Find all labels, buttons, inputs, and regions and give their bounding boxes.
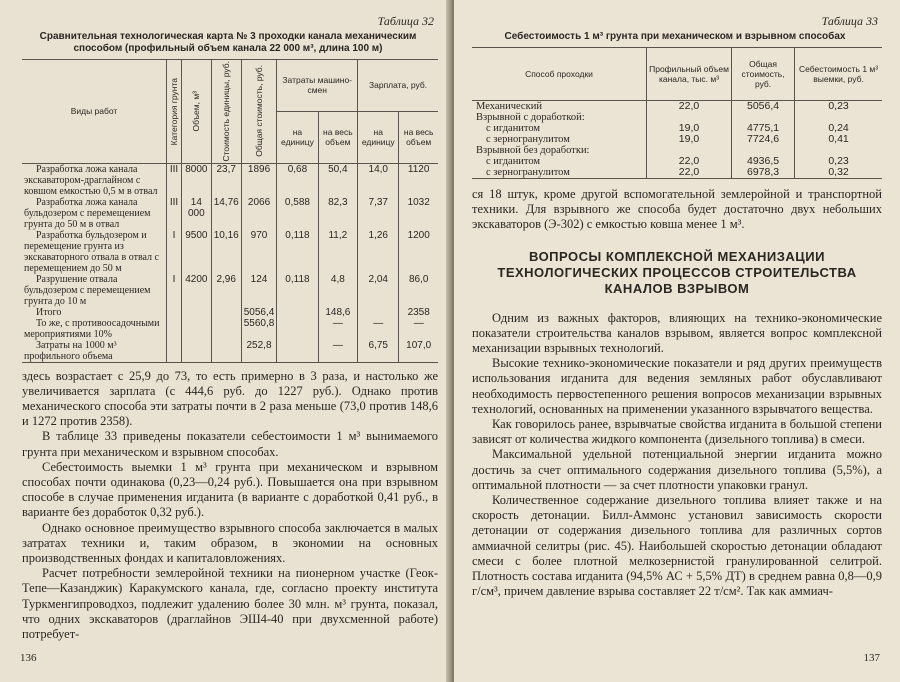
cell-m-vol: 11,2 bbox=[318, 230, 358, 274]
cell-vol: 22,0 bbox=[647, 156, 732, 167]
table-row bbox=[22, 197, 438, 230]
cell-total: 252,8 bbox=[241, 340, 277, 363]
cell-method: с зерногранулитом bbox=[472, 167, 647, 179]
cell-unit bbox=[211, 318, 241, 340]
paragraph: Как говорилось ранее, взрывчатые свойства игданита в большой степени зависят от количества жидкого компонента (дизельного топлива) в смеси. bbox=[472, 417, 882, 447]
header-work: Виды работ bbox=[22, 60, 167, 164]
paragraph: Количественное содержание дизельного топлива влияет также и на скорость детонации. Билл-Аммонс установил зависимость скорости детонации от содержания дизельного топлива для различных сортов аммиачной селитры (рис. 45). Наибольшей скоростью детонации обладают смеси с более плотной мелкозернистой гранулированной селитрой. Плотность состава игданита (94,5% АС + 5,5% ДТ) в среднем равна 0,8—0,9 г/см³, причем давление взрыва составляет 22 т/см². Так как аммиач- bbox=[472, 493, 882, 599]
header-total: Общая стоимость, руб. bbox=[732, 48, 795, 101]
cell-m-unit bbox=[277, 340, 318, 363]
cell-total: 2066 bbox=[241, 197, 277, 230]
right-page bbox=[454, 0, 900, 682]
header-unit: Себестоимость 1 м³ выемки, руб. bbox=[795, 48, 882, 101]
cell-total: 4775,1 bbox=[732, 123, 795, 134]
cell-s-unit: 2,04 bbox=[358, 274, 399, 307]
paragraph: Одним из важных факторов, влияющих на технико-экономические показатели строительства каналов взрывом, является вопрос комплексной механизации взрывных технологий. bbox=[472, 310, 882, 356]
cell-vol: 19,0 bbox=[647, 123, 732, 134]
table-row bbox=[22, 318, 438, 340]
cell-cat: III bbox=[167, 163, 182, 197]
cell-work: То же, с противоосадочными мероприятиями 10% bbox=[22, 318, 167, 340]
table-row bbox=[472, 112, 882, 123]
cell-unit: 0,23 bbox=[795, 101, 882, 113]
table-row bbox=[22, 230, 438, 274]
cell-total: 124 bbox=[241, 274, 277, 307]
paragraph: здесь возрастает с 25,9 до 73, то есть примерно в 3 раза, и настолько же увеличивается зарплата (с 444,6 руб. до 1227 руб.). Однако против механического способа эти затраты почти в 2 раза меньше (73,0 против 148,6 и 1272 против 2358). bbox=[22, 368, 438, 429]
table-row bbox=[472, 101, 882, 113]
cell-s-unit: 14,0 bbox=[358, 163, 399, 197]
cell-m-unit: 0,588 bbox=[277, 197, 318, 230]
paragraph: Максимальной удельной потенциальной энергии игданита можно достичь за счет оптимального содержания дизельного топлива (5,5%), а оптимальной плотности — за счет плотности упаковки гранул. bbox=[472, 447, 882, 492]
cell-method: Взрывной с доработкой: bbox=[472, 112, 647, 123]
cell-s-vol: 107,0 bbox=[399, 340, 438, 363]
paragraph: Себестоимость выемки 1 м³ грунта при механическом и взрывном способах почти одинакова (0,23—0,24 руб.). Повышается она при взрывном способе в случае применения игданита (в варианте с доработкой 0,41 руб., в варианте без доработок 0,32 руб.). bbox=[22, 459, 438, 520]
cell-total: 6978,3 bbox=[732, 167, 795, 179]
paragraph: Однако основное преимущество взрывного способа заключается в малых затратах техники и, таким образом, в экономии на основных производственных фондах и капиталовложениях. bbox=[22, 520, 438, 565]
header-volume: Профильный объем канала, тыс. м³ bbox=[647, 48, 732, 101]
cell-total: 5560,8 bbox=[241, 318, 277, 340]
table-33-title: Себестоимость 1 м³ грунта при механическом и взрывном способах bbox=[504, 31, 846, 42]
cell-m-unit bbox=[277, 307, 318, 318]
table-row bbox=[472, 134, 882, 145]
right-text bbox=[472, 311, 882, 600]
paragraph: Расчет потребности землеройной техники на пионерном участке (Геок-Тепе—Казанджик) Каракумского канала, где, согласно проекту института Туркменгипроводхоз, подлежит удалению более 30 млн. м³ грунта, показал, что одних экскаваторов (драглайнов ЭШ4-40 при двухсменной работе) потребует- bbox=[22, 566, 438, 641]
cell-work: Затраты на 1000 м³ профильного объема bbox=[22, 340, 167, 363]
cell-total: 4936,5 bbox=[732, 156, 795, 167]
section-heading: ВОПРОСЫ КОМПЛЕКСНОЙ МЕХАНИЗАЦИИ ТЕХНОЛОГИЧЕСКИХ ПРОЦЕССОВ СТРОИТЕЛЬСТВА КАНАЛОВ ВЗРЫВОМ bbox=[497, 248, 857, 296]
cell-s-vol: 1032 bbox=[399, 197, 438, 230]
table-row bbox=[472, 167, 882, 179]
header-per-volume: на весь объем bbox=[399, 111, 438, 163]
header-unit-cost: Стоимость единицы, руб. bbox=[221, 61, 232, 162]
header-total-cost: Общая стоимость, руб. bbox=[254, 65, 265, 158]
cell-method: Механический bbox=[472, 101, 647, 113]
cell-vol bbox=[182, 307, 212, 318]
header-category: Категория грунта bbox=[169, 77, 179, 145]
cell-method: Взрывной без доработки: bbox=[472, 145, 647, 156]
cell-vol bbox=[182, 340, 212, 363]
header-per-unit: на единицу bbox=[277, 111, 318, 163]
cell-unit: 0,41 bbox=[795, 134, 882, 145]
cell-cat bbox=[167, 307, 182, 318]
header-salary: Зарплата, руб. bbox=[358, 60, 438, 112]
cell-cat: I bbox=[167, 274, 182, 307]
table-32-title: Сравнительная технологическая карта № 3 проходки канала механическим способом (профильный объем канала 22 000 м³, длина 100 м) bbox=[39, 31, 417, 54]
cell-total: 5056,4 bbox=[241, 307, 277, 318]
cell-unit: 23,7 bbox=[211, 163, 241, 197]
cell-method: с игданитом bbox=[472, 123, 647, 134]
cell-vol: 4200 bbox=[182, 274, 212, 307]
cell-m-vol: 148,6 bbox=[318, 307, 358, 318]
cell-total: 7724,6 bbox=[732, 134, 795, 145]
table-row bbox=[472, 156, 882, 167]
left-text bbox=[22, 369, 438, 643]
cell-cat: III bbox=[167, 197, 182, 230]
header-machine-shifts: Затраты машино-смен bbox=[277, 60, 358, 112]
cell-work: Разработка ложа канала бульдозером с перемещением грунта до 50 м в отвал bbox=[22, 197, 167, 230]
table-33 bbox=[472, 47, 882, 179]
paragraph: Высокие технико-экономические показатели и ряд других преимуществ использования игданита для ведения земляных работ обуславливают необходимость первостепенного решения вопросов механизации взрывных технологий, основанных на применении указанного взрывчатого вещества. bbox=[472, 356, 882, 416]
table-row bbox=[22, 340, 438, 363]
cell-m-unit: 0,118 bbox=[277, 230, 318, 274]
cell-unit bbox=[211, 307, 241, 318]
table-32-number: Таблица 32 bbox=[377, 14, 434, 28]
cell-vol: 8000 bbox=[182, 163, 212, 197]
cell-s-vol: 1120 bbox=[399, 163, 438, 197]
cell-total: 5056,4 bbox=[732, 101, 795, 113]
table-32 bbox=[22, 59, 438, 363]
cell-s-unit: 6,75 bbox=[358, 340, 399, 363]
cell-unit bbox=[211, 340, 241, 363]
cell-method: с зерногранулитом bbox=[472, 134, 647, 145]
cell-vol: 9500 bbox=[182, 230, 212, 274]
cell-s-vol: — bbox=[399, 318, 438, 340]
cell-work: Разработка бульдозером и перемещение грунта из экскаваторного отвала в отвал с перемещением до 50 м bbox=[22, 230, 167, 274]
table-row bbox=[22, 163, 438, 197]
table-row bbox=[472, 145, 882, 156]
paragraph: В таблице 33 приведены показатели себестоимости 1 м³ вынимаемого грунта при механическом и взрывном способах. bbox=[22, 429, 438, 459]
cell-unit: 2,96 bbox=[211, 274, 241, 307]
continuation-text: ся 18 штук, кроме другой вспомогательной землеройной и транспортной техники. Для взрывного же способа будет достаточно двух небольших экскаваторов (Э-302) с емкостью ковша менее 1 м³. bbox=[472, 187, 882, 232]
cell-m-unit: 0,68 bbox=[277, 163, 318, 197]
cell-vol: 19,0 bbox=[647, 134, 732, 145]
cell-vol: 22,0 bbox=[647, 167, 732, 179]
cell-s-unit: 7,37 bbox=[358, 197, 399, 230]
cell-work: Разработка ложа канала экскаватором-драглайном с ковшом емкостью 0,5 м в отвал bbox=[22, 163, 167, 197]
cell-total: 970 bbox=[241, 230, 277, 274]
cell-m-vol: — bbox=[318, 318, 358, 340]
cell-work: Итого bbox=[22, 307, 167, 318]
cell-vol: 14 000 bbox=[182, 197, 212, 230]
table-row bbox=[472, 123, 882, 134]
cell-s-unit: — bbox=[358, 318, 399, 340]
cell-m-unit: 0,118 bbox=[277, 274, 318, 307]
cell-work: Разрушение отвала бульдозером с перемещением грунта до 10 м bbox=[22, 274, 167, 307]
header-per-volume: на весь объем bbox=[318, 111, 358, 163]
cell-vol bbox=[182, 318, 212, 340]
page-number: 137 bbox=[863, 652, 880, 664]
cell-unit: 0,32 bbox=[795, 167, 882, 179]
cell-s-vol: 1200 bbox=[399, 230, 438, 274]
header-per-unit: на единицу bbox=[358, 111, 399, 163]
cell-m-vol: 4,8 bbox=[318, 274, 358, 307]
table-32-body bbox=[22, 163, 438, 362]
cell-unit: 10,16 bbox=[211, 230, 241, 274]
cell-m-vol: — bbox=[318, 340, 358, 363]
cell-vol: 22,0 bbox=[647, 101, 732, 113]
cell-s-unit: 1,26 bbox=[358, 230, 399, 274]
cell-unit: 0,24 bbox=[795, 123, 882, 134]
cell-total: 1896 bbox=[241, 163, 277, 197]
page-number: 136 bbox=[20, 652, 37, 664]
cell-s-vol: 2358 bbox=[399, 307, 438, 318]
cell-m-unit bbox=[277, 318, 318, 340]
header-method: Способ проходки bbox=[472, 48, 647, 101]
cell-unit: 0,23 bbox=[795, 156, 882, 167]
table-33-body bbox=[472, 101, 882, 179]
cell-m-vol: 82,3 bbox=[318, 197, 358, 230]
header-volume: Объем, м³ bbox=[191, 91, 202, 132]
cell-s-vol: 86,0 bbox=[399, 274, 438, 307]
cell-m-vol: 50,4 bbox=[318, 163, 358, 197]
table-row bbox=[22, 274, 438, 307]
cell-method: с игданитом bbox=[472, 156, 647, 167]
cell-cat bbox=[167, 340, 182, 363]
table-row bbox=[22, 307, 438, 318]
cell-s-unit bbox=[358, 307, 399, 318]
cell-unit: 14,76 bbox=[211, 197, 241, 230]
table-33-number: Таблица 33 bbox=[821, 14, 878, 28]
cell-cat bbox=[167, 318, 182, 340]
cell-cat: I bbox=[167, 230, 182, 274]
